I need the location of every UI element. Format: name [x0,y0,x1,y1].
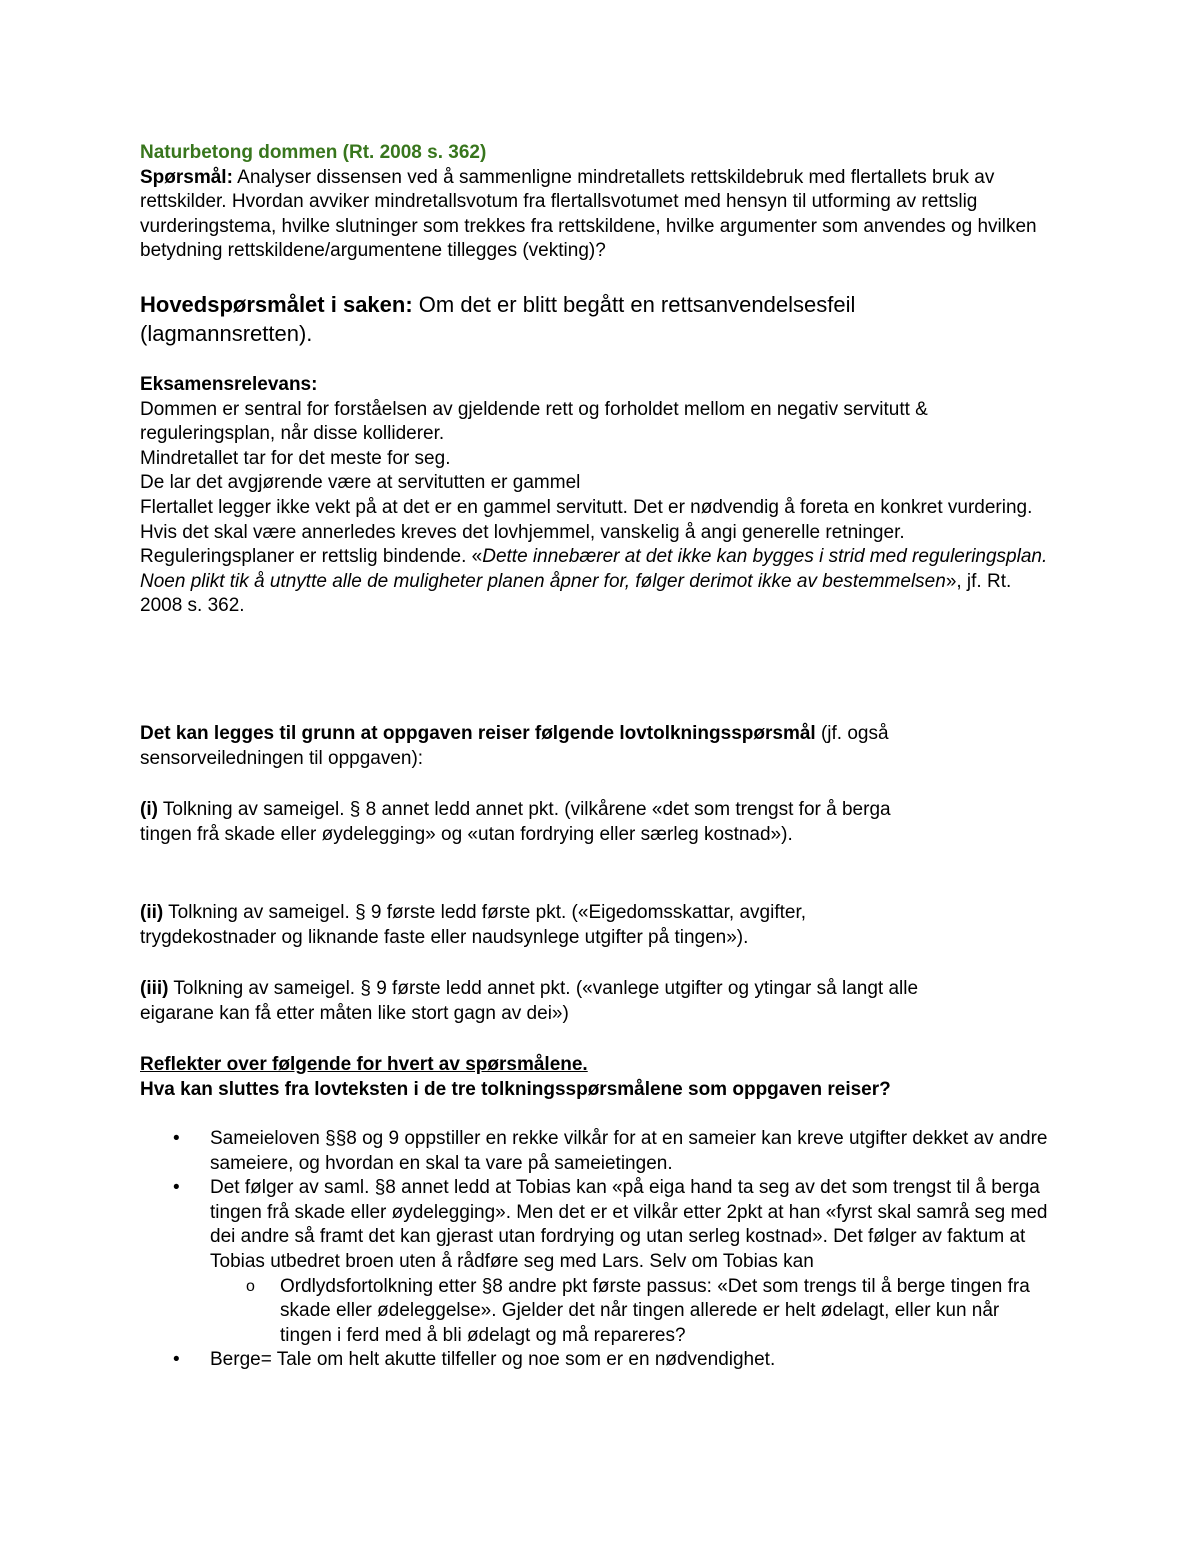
question-iii-label: (iii) [140,978,169,999]
list-item: • Det følger av saml. §8 annet ledd at Tobias kan «på eiga hand ta seg av det som trengst til å berga tingen frå skade eller øydelegging». Men det er et vilkår etter 2pkt at han «fyrst skal samrå seg med dei andre så framt det kan gjerast utan fordrying og utan serleg kostnad». Det følger av faktum at Tobias utbedret broen uten å rådføre seg med Lars. Selv om Tobias kan [140,1176,1055,1274]
exam-section [140,373,1055,619]
question-ii-text: Tolkning av sameigel. § 9 første ledd første pkt. («Eigedomsskattar, avgifter, trygdekostnader og liknande faste eller naudsynlege utgifter på tingen»). [140,902,806,948]
interpretation-intro [140,722,1010,771]
question-ii [140,901,940,950]
list-item-nested: o Ordlydsfortolkning etter §8 andre pkt første passus: «Det som trengs til å berge tingen fra skade eller ødeleggelse». Gjelder det når tingen allerede er helt ødelagt, eller kun når tingen i ferd med å bli ødelagt og må repareres? [140,1275,1055,1349]
reflect-subheading: Hva kan sluttes fra lovteksten i de tre tolkningsspørsmålene som oppgaven reiser? [140,1078,891,1100]
case-section [140,141,1050,264]
question-iii [140,977,940,1026]
reflect-heading: Reflekter over følgende for hvert av spørsmålene. [140,1054,588,1075]
case-question [140,166,1050,264]
question-i-label: (i) [140,799,158,820]
case-title: Naturbetong dommen (Rt. 2008 s. 362) [140,142,487,163]
list-item: • Sameieloven §§8 og 9 oppstiller en rekke vilkår for at en sameier kan kreve utgifter dekket av andre sameiere, og hvordan en skal ta vare på sameietingen. [140,1127,1055,1176]
exam-heading: Eksamensrelevans: [140,374,318,395]
question-ii-label: (ii) [140,902,164,923]
question-i-text: Tolkning av sameigel. § 8 annet ledd annet pkt. (vilkårene «det som trengst for å berga tingen frå skade eller øydelegging» og «utan fordrying eller særleg kostnad»). [140,799,891,845]
exam-paragraph-1: Dommen er sentral for forståelsen av gjeldende rett og forholdet mellom en negativ servitutt & reguleringsplan, når disse kolliderer. [140,398,928,445]
main-question [140,290,940,348]
list-item: • Berge= Tale om helt akutte tilfeller og noe som er en nødvendighet. [140,1348,1055,1373]
exam-p5-quote: Dette innebærer at det ikke kan bygges i strid med reguleringsplan. Noen plikt tik å utnytte alle de muligheter planen åpner for, følger derimot ikke av bestemmelsen [140,546,1048,592]
intro-bold: Det kan legges til grunn at oppgaven reiser følgende lovtolkningsspørsmål [140,723,816,744]
question-i [140,798,940,847]
reflect-section [140,1053,920,1102]
exam-paragraph-2: Mindretallet tar for det meste for seg. [140,447,451,469]
question-label: Spørsmål: [140,166,233,188]
main-question-label: Hovedspørsmålet i saken: [140,292,413,317]
reflect-bullet-list [140,1127,1055,1373]
exam-p5-end: », jf. Rt. 2008 s. 362. [140,570,1012,617]
exam-paragraph-4: Flertallet legger ikke vekt på at det er en gammel servitutt. Det er nødvendig å foreta en konkret vurdering. Hvis det skal være annerledes kreves det lovhjemmel, vanskelig å angi generelle retninger. [140,496,1033,543]
main-question-text: Om det er blitt begått en rettsanvendelsesfeil (lagmannsretten). [140,292,856,346]
question-iii-text: Tolkning av sameigel. § 9 første ledd annet pkt. («vanlege utgifter og ytingar så langt alle eigarane kan få etter måten like stort gagn av dei») [140,978,919,1024]
exam-p5-start: Reguleringsplaner er rettslig bindende. « [140,546,483,568]
exam-paragraph-3: De lar det avgjørende være at servitutten er gammel [140,472,581,494]
intro-rest: (jf. også sensorveiledningen til oppgaven): [140,723,889,769]
question-text: Analyser dissensen ved å sammenligne mindretallets rettskildebruk med flertallets bruk av rettskilder. Hvordan avviker mindretallsvotum fra flertallsvotumet med hensyn til utforming av rettslig vurderingstema, hvilke slutninger som trekkes fra rettskildene, hvilke argumenter som anvendes og hvilken betydning rettskildene/argumentene tillegges (vekting)? [140,166,1037,262]
exam-paragraph-5 [140,545,1055,619]
